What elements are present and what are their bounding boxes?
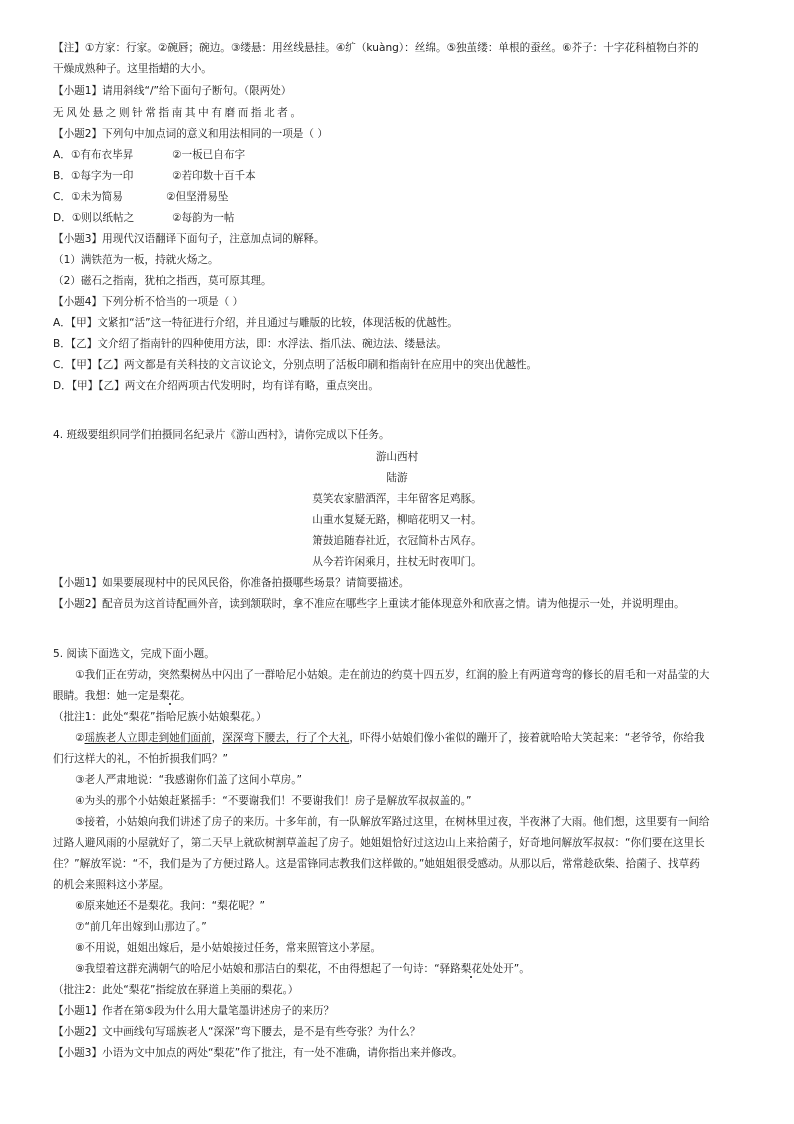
q4-option-b: B．【乙】文介绍了指南针的四种使用方法，即：水浮法、指爪法、碗边法、缕悬法。 <box>53 338 447 350</box>
poem-author: 陆游 <box>386 472 408 484</box>
q2-option-d <box>53 211 753 225</box>
para-4: ④为头的那个小姑娘赶紧摇手：“不要谢我们！不要谢我们！房子是解放军叔叔盖的。” <box>75 795 472 807</box>
para-2-line-2: 们行这样大的礼，不怕折损我们吗？” <box>53 753 228 765</box>
para-1-text: 眼睛。我想：她一定是 <box>53 690 159 702</box>
q2-c-right: ②但坚滑易坠 <box>166 191 229 203</box>
s5-q3: 【小题3】小语为文中加点的两处“梨花”作了批注，有一处不准确，请你指出来并修改。 <box>53 1047 463 1059</box>
dotted-word-lihua-1: 梨花 <box>158 690 181 702</box>
q2-b-right: ②若印数十百千本 <box>172 170 256 182</box>
q2-b-left: B．①每字为一印 <box>53 170 134 182</box>
s5-q1: 【小题1】作者在第⑤段为什么用大量笔墨讲述房子的来历？ <box>53 1005 335 1017</box>
q1-title: 【小题1】请用斜线“/”给下面句子断句。（限两处） <box>53 85 292 97</box>
para-2-rest: ，吓得小姑娘们像小雀似的蹦开了，接着就哈哈大笑起来：“老爷爷，你给我 <box>349 732 705 744</box>
para-9-end: 处处开”。 <box>481 963 530 975</box>
para-2-comma: ， <box>211 732 223 744</box>
q2-title: 【小题2】下列句中加点词的意义和用法相同的一项是（ ） <box>53 128 328 140</box>
dotted-word-lihua-2: 梨花 <box>460 963 482 975</box>
para-5-line-2: 过路人避风雨的小屋就好了，第二天早上就砍树割草盖起了房子。她姐姐恰好过这边山上来拾菌子，好奇地问解放军叔叔：“你们要在这里长 <box>53 837 705 849</box>
s5-intro: 5. 阅读下面选文，完成下面小题。 <box>53 648 215 660</box>
q2-option-a <box>53 148 753 162</box>
poem-line-1: 莫笑农家腊酒浑，丰年留客足鸡豚。 <box>312 493 482 505</box>
note-line-2: 干燥成熟种子。这里指蜡的大小。 <box>53 63 212 75</box>
underlined-sentence-1: 瑶族老人立即走到她们面前 <box>84 732 212 744</box>
para-6: ⑥原来她还不是梨花。我问：“梨花呢？” <box>75 900 265 912</box>
poem-line-4: 从今若许闲乘月，拄杖无时夜叩门。 <box>312 556 482 568</box>
para-1-line-2 <box>53 689 753 703</box>
annotation-2: （批注2：此处“梨花”指绽放在驿道上美丽的梨花。） <box>53 984 299 996</box>
para-1-end: 。 <box>180 690 191 702</box>
s4-q1: 【小题1】如果要展现村中的民风民俗，你准备拍摄哪些场景？请简要描述。 <box>53 577 410 589</box>
q4-option-a: A．【甲】文紧扣“活”这一特征进行介绍，并且通过与雕版的比较，体现活板的优越性。 <box>53 317 458 329</box>
para-7: ⑦“前几年出嫁到山那边了。” <box>75 921 207 933</box>
poem-line-3: 箫鼓追随春社近，衣冠简朴古风存。 <box>312 535 482 547</box>
para-3: ③老人严肃地说：“我感谢你们盖了这间小草房。” <box>75 774 303 786</box>
q4-option-d: D．【甲】【乙】两文在介绍两项古代发明时，均有详有略，重点突出。 <box>53 380 379 392</box>
poem-line-2: 山重水复疑无路，柳暗花明又一村。 <box>312 514 482 526</box>
q2-option-b <box>53 169 753 183</box>
para-2-line-1 <box>75 731 775 745</box>
annotation-1: （批注1：此处“梨花”指哈尼族小姑娘梨花。） <box>53 711 267 723</box>
para-9 <box>75 962 775 976</box>
para-9-text: ⑨我望着这群充满朝气的哈尼小姑娘和那洁白的梨花，不由得想起了一句诗：“驿路 <box>75 963 461 975</box>
q2-c-left: C．①未为简易 <box>53 191 123 203</box>
q1-sentence: 无风处悬之则针常指南其中有磨而指北者。 <box>53 107 304 119</box>
poem-title: 游山西村 <box>375 451 419 463</box>
q4-title: 【小题4】下列分析不恰当的一项是（ ） <box>53 296 244 308</box>
q2-d-left: D．①则以纸帖之 <box>53 212 135 224</box>
s4-q2: 【小题2】配音员为这首诗配画外音，读到颔联时，拿不准应在哪些字上重读才能体现意外和欣喜之情。请为他提示一处，并说明理由。 <box>53 598 685 610</box>
para-5-line-4: 的机会来照料这小茅屋。 <box>53 879 170 891</box>
q4-option-c: C．【甲】【乙】两文都是有关科技的文言议论文，分别点明了活板印刷和指南针在应用中的突出优越性。 <box>53 359 538 371</box>
s5-q2: 【小题2】文中画线句写瑶族老人“深深”弯下腰去，是不是有些夸张？为什么？ <box>53 1026 421 1038</box>
para-5-line-3: 住？”解放军说：“不，我们是为了方便过路人。这是雷锋同志教我们这样做的。”她姐姐很受感动。从那以后，常常趁砍柴、拾菌子、找草药 <box>53 858 700 870</box>
q3-title: 【小题3】用现代汉语翻译下面句子，注意加点词的解释。 <box>53 233 325 245</box>
para-8: ⑧不用说，姐姐出嫁后，是小姑娘接过任务，常来照管这小茅屋。 <box>75 942 382 954</box>
q2-option-c <box>53 190 753 204</box>
q2-a-left: A．①有布衣毕昇 <box>53 149 134 161</box>
s4-intro: 4. 班级要组织同学们拍摄同名纪录片《游山西村》，请你完成以下任务。 <box>53 429 390 441</box>
para-5-line-1: ⑤接着，小姑娘向我们讲述了房子的来历。十多年前，有一队解放军路过这里，在树林里过夜，半夜淋了大雨。他们想，这里要有一间给 <box>75 816 710 828</box>
q2-a-right: ②一板已自布字 <box>172 149 246 161</box>
q2-d-right: ②每韵为一帖 <box>172 212 235 224</box>
q3-sentence-1: （1）满铁范为一板，持就火炀之。 <box>53 254 219 266</box>
para-1-line-1: ①我们正在劳动，突然梨树丛中闪出了一群哈尼小姑娘。走在前边的约莫十四五岁，红润的脸上有两道弯弯的修长的眉毛和一对晶莹的大 <box>75 669 710 681</box>
note-line-1: 【注】①方家：行家。②碗唇；碗边。③缕悬：用丝线悬挂。④纩（kuàng）：丝绵。⑤独茧缕：单根的蚕丝。⑥芥子：十字花科植物白芥的 <box>53 42 699 54</box>
para-2-num: ② <box>75 732 85 744</box>
q3-sentence-2: （2）磁石之指南，犹柏之指西，莫可原其理。 <box>53 275 272 287</box>
underlined-sentence-2: 深深弯下腰去，行了个大礼 <box>222 732 350 744</box>
